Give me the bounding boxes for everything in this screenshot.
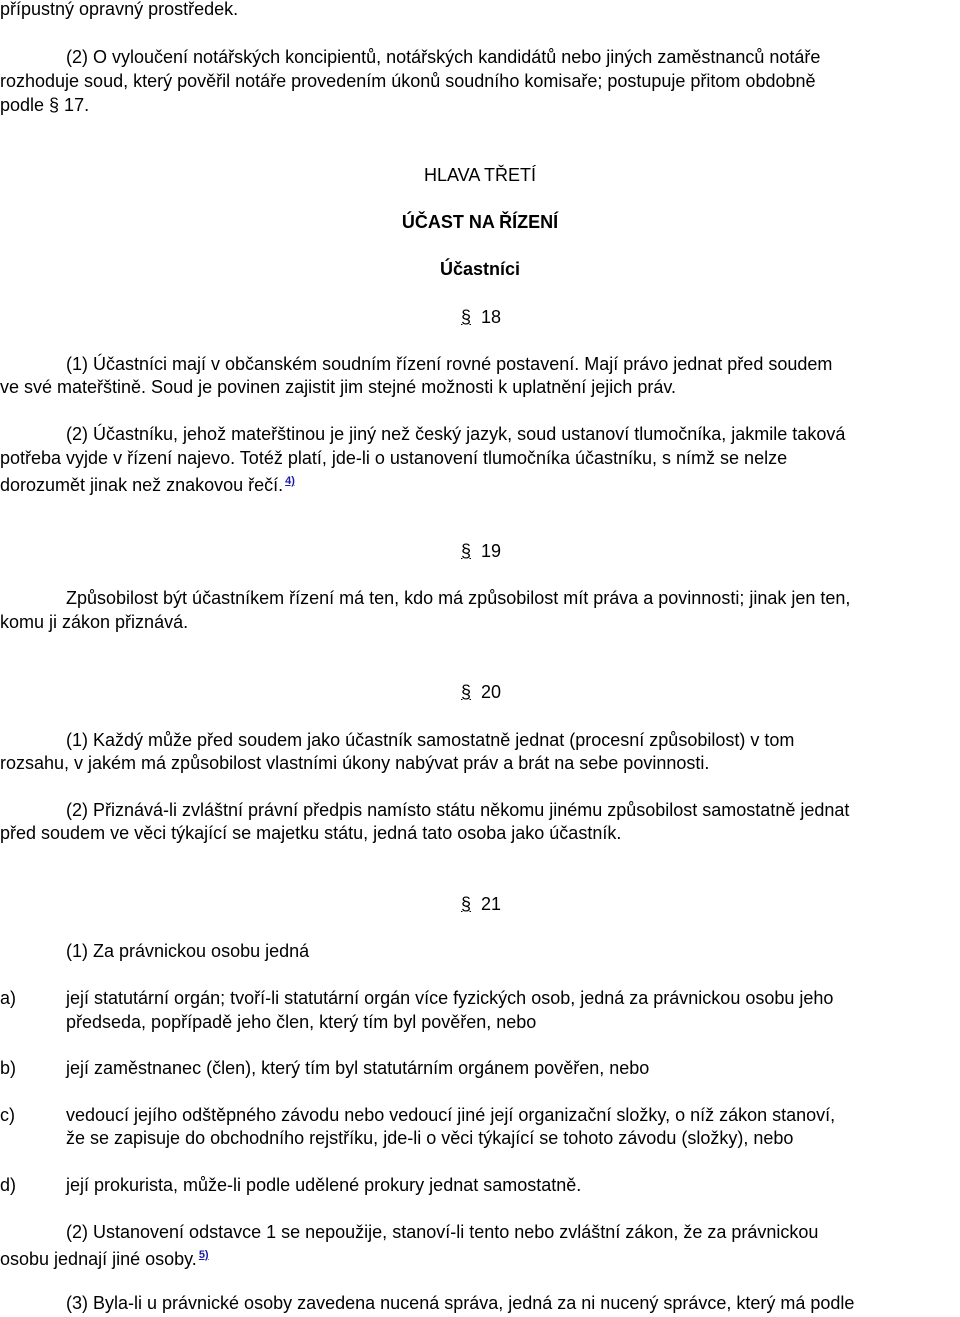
section-number: 19 [481,541,502,561]
paragraph-line: (2) Přiznává-li zvláštní právní předpis namísto státu někomu jinému způsobilost samostatně jednat [66,800,850,820]
part-title: ÚČAST NA ŘÍZENÍ [401,212,559,232]
section-20-heading [461,681,501,704]
list-item-line: předseda, popřípadě jeho člen, který tím byl pověřen, nebo [66,1012,537,1032]
paragraph-line: před soudem ve věci týkající se majetku státu, jedná tato osoba jako účastník. [0,823,622,843]
list-item-label: d) [0,1175,17,1195]
section-subtitle: Účastníci [439,259,521,279]
paragraph-line: (1) Za právnickou osobu jedná [66,941,310,961]
paragraph-line: ve své mateřštině. Soud je povinen zajistit jim stejné možnosti k uplatnění jejich práv. [0,377,676,397]
paragraph-line: podle § 17. [0,95,90,115]
list-item-label: a) [0,988,17,1008]
section-symbol: § [461,682,472,702]
paragraph-line: (2) Účastníku, jehož mateřštinou je jiný než český jazyk, soud ustanoví tlumočníka, jakmile taková [66,424,846,444]
list-item-line: že se zapisuje do obchodního rejstříku, jde-li o věci týkající se tohoto závodu (složky), nebo [66,1128,794,1148]
list-item-line: její prokurista, může-li podle udělené prokury jednat samostatně. [66,1175,582,1195]
list-item-line: vedoucí jejího odštěpného závodu nebo vedoucí jiné její organizační složky, o níž zákon stanoví, [66,1105,836,1125]
paragraph-text: osobu jednají jiné osoby. [0,1249,197,1269]
paragraph-line: rozhoduje soud, který pověřil notáře provedením úkonů soudního komisaře; postupuje přitom obdobně [0,71,816,91]
footnote-link[interactable]: 5) [198,1249,209,1261]
section-number: 20 [481,682,502,702]
section-19-heading [461,540,501,563]
footnote-link[interactable]: 4) [285,475,295,487]
paragraph-line [0,1244,209,1271]
list-item-line: její zaměstnanec (člen), který tím byl statutárním orgánem pověřen, nebo [66,1058,650,1078]
text-line: přípustný opravný prostředek. [0,0,239,19]
list-item-line: její statutární orgán; tvoří-li statutární orgán více fyzických osob, jedná za právnickou osobu jeho [66,988,834,1008]
paragraph-line: potřeba vyjde v řízení najevo. Totéž platí, jde-li o ustanovení tlumočníka účastníku, s nímž se nelze [0,448,788,468]
paragraph-line: (1) Každý může před soudem jako účastník samostatně jednat (procesní způsobilost) v tom [66,730,795,750]
section-symbol: § [461,307,472,327]
section-symbol: § [461,541,472,561]
paragraph-text: dorozumět jinak než znakovou řečí. [0,475,284,495]
part-heading: HLAVA TŘETÍ [423,165,537,185]
paragraph-line: (2) O vyloučení notářských koncipientů, notářských kandidátů nebo jiných zaměstnanců notáře [66,47,821,67]
paragraph-line: (1) Účastníci mají v občanském soudním řízení rovné postavení. Mají právo jednat před soudem [66,354,833,374]
paragraph-line: Způsobilost být účastníkem řízení má ten, kdo má způsobilost mít práva a povinnosti; jinak jen ten, [66,588,851,608]
list-item-label: b) [0,1058,17,1078]
section-number: 21 [481,894,502,914]
section-number: 18 [481,307,502,327]
section-18-heading [461,306,501,329]
paragraph-line: komu ji zákon přiznává. [0,612,189,632]
paragraph-line: (2) Ustanovení odstavce 1 se nepoužije, stanoví-li tento nebo zvláštní zákon, že za právnickou [66,1222,819,1242]
section-21-heading [461,893,501,916]
paragraph-line: rozsahu, v jakém má způsobilost vlastními úkony nabývat práv a brát na sebe povinnosti. [0,753,710,773]
list-item-label: c) [0,1105,15,1125]
paragraph-line: (3) Byla-li u právnické osoby zavedena nucená správa, jedná za ni nucený správce, který má podle [66,1293,855,1313]
section-symbol: § [461,894,472,914]
paragraph-line [0,470,295,497]
